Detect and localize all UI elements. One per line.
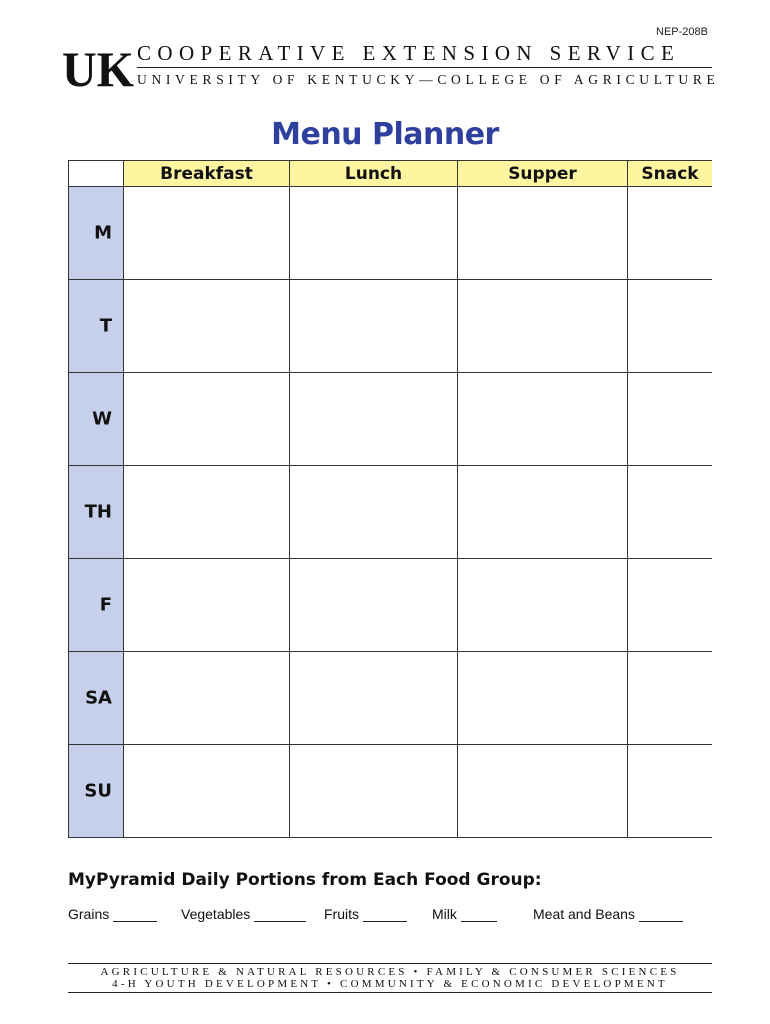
meal-cell-m-breakfast[interactable] [124, 187, 290, 279]
day-label-text: SA [85, 687, 112, 709]
day-row-sa [69, 652, 711, 745]
day-label-text: SU [84, 780, 112, 802]
meal-cell-su-snack[interactable] [628, 745, 712, 837]
day-row-w [69, 373, 711, 466]
meal-cell-su-lunch[interactable] [290, 745, 458, 837]
meal-cell-w-breakfast[interactable] [124, 373, 290, 465]
footer-line-2: 4-H YOUTH DEVELOPMENT • COMMUNITY & ECONOMIC DEVELOPMENT [112, 978, 668, 990]
uk-logo [62, 44, 134, 90]
column-header-snack: Snack [628, 161, 712, 186]
footer-line-1: AGRICULTURE & NATURAL RESOURCES • FAMILY & CONSUMER SCIENCES [100, 966, 680, 978]
day-row-th [69, 466, 711, 559]
meal-cell-t-supper[interactable] [458, 280, 628, 372]
meal-cell-th-lunch[interactable] [290, 466, 458, 558]
day-label-su [69, 745, 124, 837]
column-header-supper: Supper [458, 161, 628, 186]
day-row-f [69, 559, 711, 652]
meal-cell-f-lunch[interactable] [290, 559, 458, 651]
day-row-su [69, 745, 711, 837]
meal-cell-th-snack[interactable] [628, 466, 712, 558]
meal-cell-t-lunch[interactable] [290, 280, 458, 372]
portions-title: MyPyramid Daily Portions from Each Food Group: [68, 870, 542, 890]
day-label-m [69, 187, 124, 279]
meal-cell-t-snack[interactable] [628, 280, 712, 372]
header-corner [69, 161, 124, 186]
day-label-sa [69, 652, 124, 744]
meal-cell-f-breakfast[interactable] [124, 559, 290, 651]
day-label-text: TH [84, 501, 112, 523]
svg-text:UK: UK [62, 44, 134, 90]
meal-cell-sa-snack[interactable] [628, 652, 712, 744]
portion-vegetables [181, 906, 306, 922]
column-header-lunch: Lunch [290, 161, 458, 186]
meal-cell-th-supper[interactable] [458, 466, 628, 558]
portion-blank[interactable] [113, 907, 157, 922]
portion-blank[interactable] [363, 907, 407, 922]
day-label-w [69, 373, 124, 465]
portion-blank[interactable] [639, 907, 683, 922]
portion-fruits [324, 906, 407, 922]
meal-cell-t-breakfast[interactable] [124, 280, 290, 372]
portion-label: Milk [432, 906, 457, 922]
page-title: Menu Planner [271, 117, 499, 152]
footer-rule-bottom [68, 992, 712, 993]
day-label-t [69, 280, 124, 372]
day-label-text: M [94, 222, 112, 244]
day-row-t [69, 280, 711, 373]
meal-cell-m-supper[interactable] [458, 187, 628, 279]
day-label-f [69, 559, 124, 651]
portion-blank[interactable] [254, 907, 306, 922]
meal-cell-f-snack[interactable] [628, 559, 712, 651]
day-label-text: W [92, 408, 112, 430]
portion-label: Meat and Beans [533, 906, 635, 922]
meal-cell-th-breakfast[interactable] [124, 466, 290, 558]
meal-cell-w-snack[interactable] [628, 373, 712, 465]
portion-label: Vegetables [181, 906, 251, 922]
meal-cell-sa-supper[interactable] [458, 652, 628, 744]
day-label-text: T [99, 315, 112, 337]
meal-cell-su-supper[interactable] [458, 745, 628, 837]
portion-blank[interactable] [461, 907, 497, 922]
org-subtitle: UNIVERSITY OF KENTUCKY—COLLEGE OF AGRICULTURE [137, 72, 720, 87]
column-header-breakfast: Breakfast [124, 161, 290, 186]
day-label-th [69, 466, 124, 558]
footer-rule-top [68, 963, 712, 964]
meal-cell-sa-lunch[interactable] [290, 652, 458, 744]
doc-code: NEP-208B [656, 26, 708, 38]
meal-cell-su-breakfast[interactable] [124, 745, 290, 837]
planner-header-row [69, 161, 711, 187]
header-rule [137, 67, 712, 68]
meal-cell-m-snack[interactable] [628, 187, 712, 279]
meal-cell-f-supper[interactable] [458, 559, 628, 651]
meal-cell-m-lunch[interactable] [290, 187, 458, 279]
day-row-m [69, 187, 711, 280]
menu-planner-table [68, 160, 712, 838]
day-label-text: F [99, 594, 112, 616]
meal-cell-w-lunch[interactable] [290, 373, 458, 465]
org-name: COOPERATIVE EXTENSION SERVICE [137, 41, 681, 65]
portion-label: Grains [68, 906, 110, 922]
portion-label: Fruits [324, 906, 359, 922]
portion-grains [68, 906, 157, 922]
portion-milk [432, 906, 497, 922]
portion-meat-and-beans [533, 906, 683, 922]
meal-cell-w-supper[interactable] [458, 373, 628, 465]
meal-cell-sa-breakfast[interactable] [124, 652, 290, 744]
